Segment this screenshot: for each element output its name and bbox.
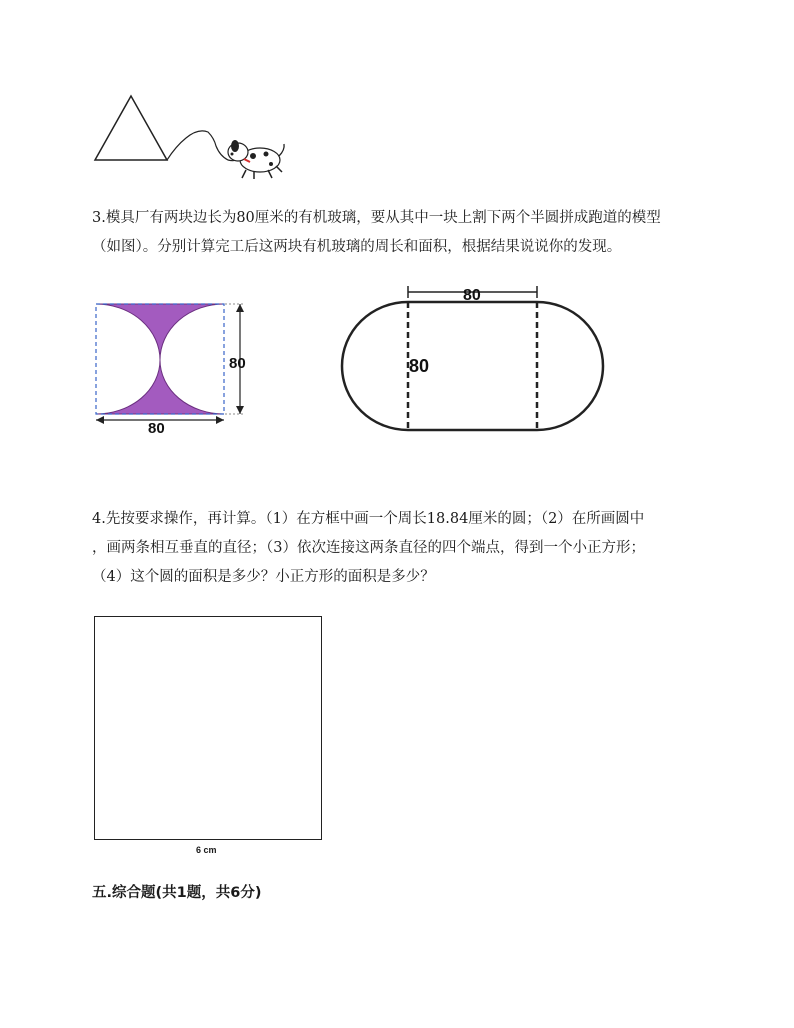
q4-line1: 4.先按要求操作，再计算。（1）在方框中画一个周长18.84厘米的圆；（2）在所画圆中 <box>92 511 645 527</box>
section-title: 五.综合题(共1题，共6分) <box>92 885 262 901</box>
q3-line1: 3.模具厂有两块边长为80厘米的有机玻璃，要从其中一块上割下两个半圆拼成跑道的模型 <box>92 210 661 226</box>
triangle-dog-figure <box>88 88 288 188</box>
square-side-label: 80 <box>229 355 246 372</box>
purple-top-shape <box>96 304 224 360</box>
purple-bottom-shape <box>96 360 224 414</box>
triangle-shape <box>95 96 167 160</box>
q4-line2: ，画两条相互垂直的直径；（3）依次连接这两条直径的四个端点，得到一个小正方形； <box>92 540 645 556</box>
track-outline <box>342 302 603 430</box>
dog-icon <box>228 140 284 179</box>
q4-line3: （4）这个圆的面积是多少？小正方形的面积是多少？ <box>92 569 435 585</box>
track-top-label: 80 <box>463 287 481 304</box>
q3-square-figure <box>88 296 268 436</box>
square-bottom-label: 80 <box>148 420 165 436</box>
track-side-label: 80 <box>409 356 430 376</box>
q3-line2: （如图）。分别计算完工后这两块有机玻璃的周长和面积，根据结果说说你的发现。 <box>92 239 622 255</box>
leash-line <box>167 131 238 161</box>
drawing-box[interactable] <box>94 616 322 840</box>
q3-track-figure <box>335 280 615 436</box>
box-width-label: 6 cm <box>196 845 217 855</box>
